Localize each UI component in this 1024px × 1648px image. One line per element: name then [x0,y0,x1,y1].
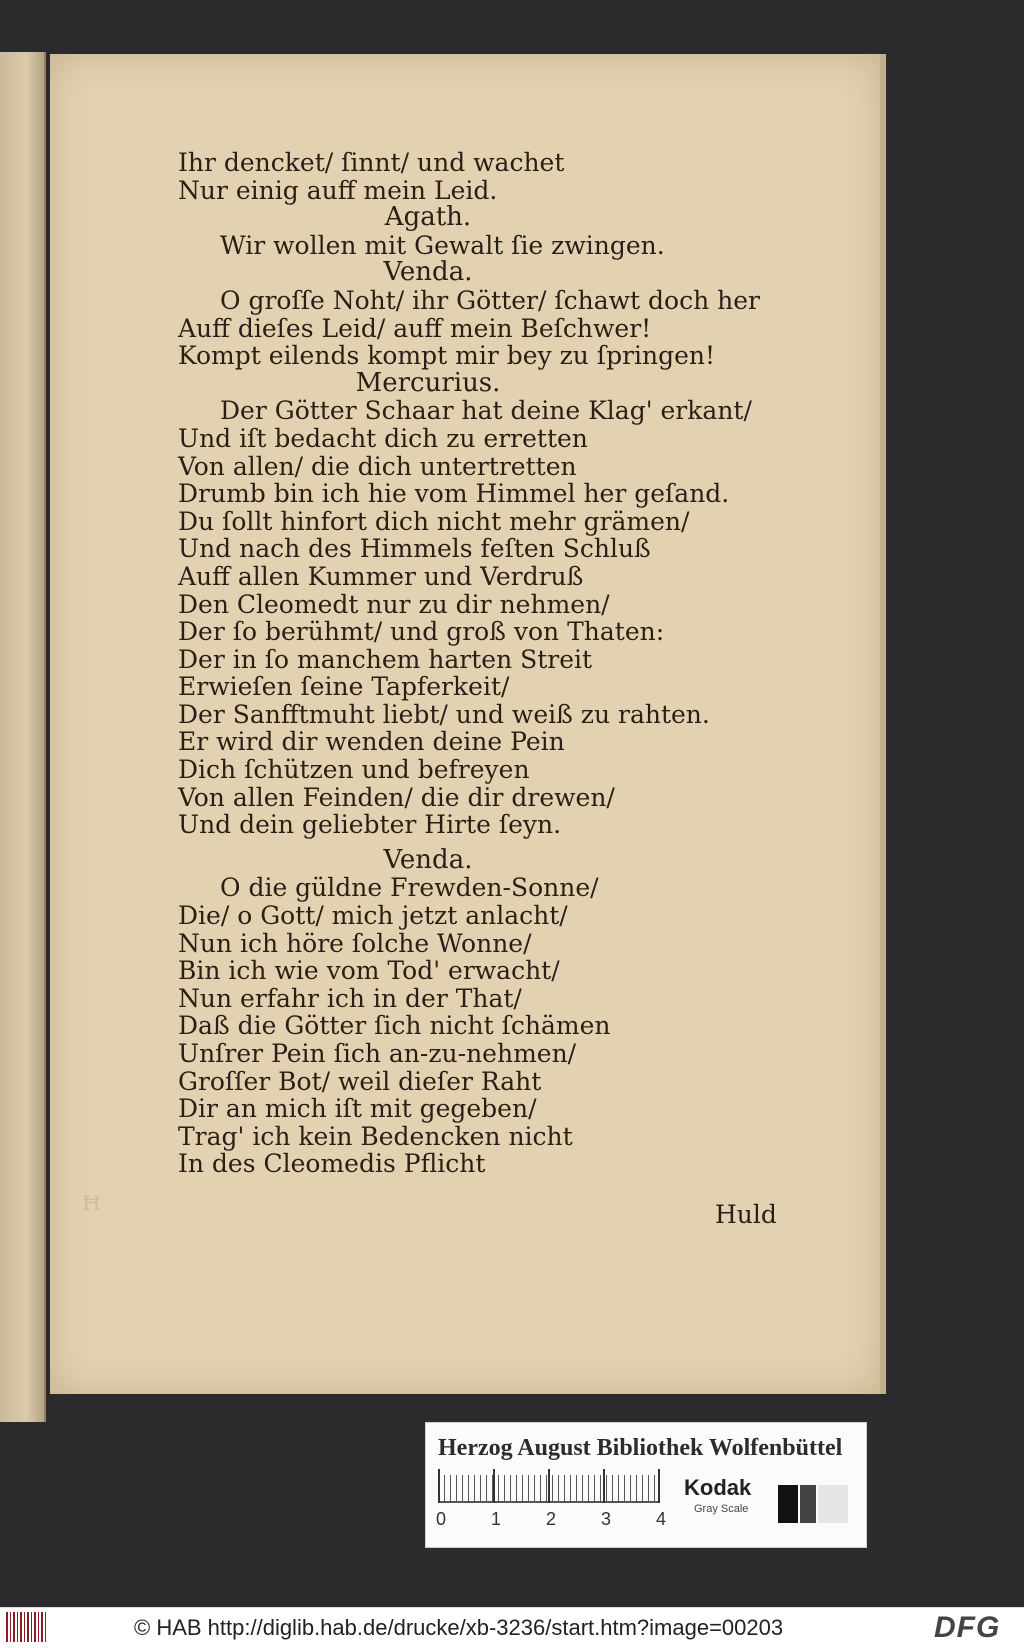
library-name: Herzog August Bibliothek Wolfenbüttel [438,1435,843,1461]
verse-line: Den Cleomedt nur zu dir nehmen/ [178,589,610,619]
verse-line: Der ſo berühmt/ und groß von Thaten: [178,617,665,647]
ruler-numbers [436,1509,676,1531]
verse-line: Und nach des Himmels feſten Schluß [178,534,651,564]
gray-swatch-dark [800,1485,816,1523]
hab-logo-icon [6,1612,46,1642]
verse-line: Wir wollen mit Gewalt ſie zwingen. [220,230,665,260]
color-scale-card [425,1422,867,1548]
verse-line: Der Sanfftmuht liebt/ und weiß zu rahten. [178,699,710,729]
ruler-major-ticks [438,1469,668,1503]
verse-line: Und dein geliebter Hirte ſeyn. [178,810,562,840]
verse-line: Ihr dencket/ ſinnt/ und wachet [178,148,565,177]
speaker-name: Venda. [383,257,473,288]
verse-line: Er wird dir wenden deine Pein [178,727,565,757]
ruler-number: 4 [656,1509,667,1529]
book-page [50,54,886,1394]
verse-line: Kompt eilends kompt mir bey zu ſpringen! [178,341,716,371]
verse-line: Auff allen Kummer und Verdruß [178,561,584,591]
ruler-number: 3 [601,1509,612,1529]
verse-line: In des Cleomedis Pflicht [178,1149,486,1179]
speaker-name: Venda. [383,844,473,875]
verse-line: Groſſer Bot/ weil dieſer Raht [178,1066,542,1096]
footer-bar [0,1607,1024,1648]
ruler-number: 1 [491,1509,502,1529]
gray-scale-label: Gray Scale [694,1503,749,1515]
verse-line: Dir an mich iſt mit gegeben/ [178,1094,537,1124]
adjacent-page-edge [0,52,46,1422]
bleed-through-mark: ꟸ [82,1190,101,1230]
verse-line: Der Götter Schaar hat deine Klag' erkant/ [220,396,752,426]
footer-copyright-link[interactable]: © HAB http://diglib.hab.de/drucke/xb-3236/start.htm?image=00203 [134,1615,784,1640]
speaker-name: Agath. [384,202,472,233]
verse-line: Erwieſen ſeine Tapferkeit/ [178,672,510,702]
gray-swatch-light [818,1485,848,1523]
verse-line: Trag' ich kein Bedencken nicht [178,1121,573,1151]
verse-line: Du ſollt hinfort dich nicht mehr grämen/ [178,506,690,536]
speaker-name: Mercurius. [355,367,501,398]
verse-line: Dich ſchützen und befreyen [178,755,530,785]
verse-line: Und iſt bedacht dich zu erretten [178,423,588,453]
verse-line: Daß die Götter ſich nicht ſchämen [178,1011,611,1041]
verse-line: Auff dieſes Leid/ auff mein Beſchwer! [178,313,652,343]
verse-line: Nur einig auff mein Leid. [178,175,498,205]
verse-line: Der in ſo manchem harten Streit [178,644,593,674]
verse-text-block [178,149,778,1178]
verse-line: Die/ o Gott/ mich jetzt anlacht/ [178,901,568,931]
ruler-number: 0 [436,1509,447,1529]
catchword: Huld [715,1200,777,1229]
verse-line: Bin ich wie vom Tod' erwacht/ [178,956,560,986]
verse-line: Von allen Feinden/ die dir drewen/ [178,782,615,812]
gray-swatch-black [778,1485,798,1523]
ruler-number: 2 [546,1509,557,1529]
verse-line: O die güldne Frewden-Sonne/ [220,873,599,903]
verse-line: Unſrer Pein ſich an-zu-nehmen/ [178,1039,577,1068]
verse-line: Von allen/ die dich untertretten [178,451,577,481]
verse-line: Nun ich höre ſolche Wonne/ [178,928,532,958]
verse-line: Drumb bin ich hie vom Himmel her geſand. [178,479,730,509]
dfg-logo: DFG [934,1611,1001,1644]
kodak-brand: Kodak [684,1475,752,1500]
verse-line: Nun erfahr ich in der That/ [178,983,522,1013]
verse-line: O groſſe Noht/ ihr Götter/ ſchawt doch her [220,285,760,315]
